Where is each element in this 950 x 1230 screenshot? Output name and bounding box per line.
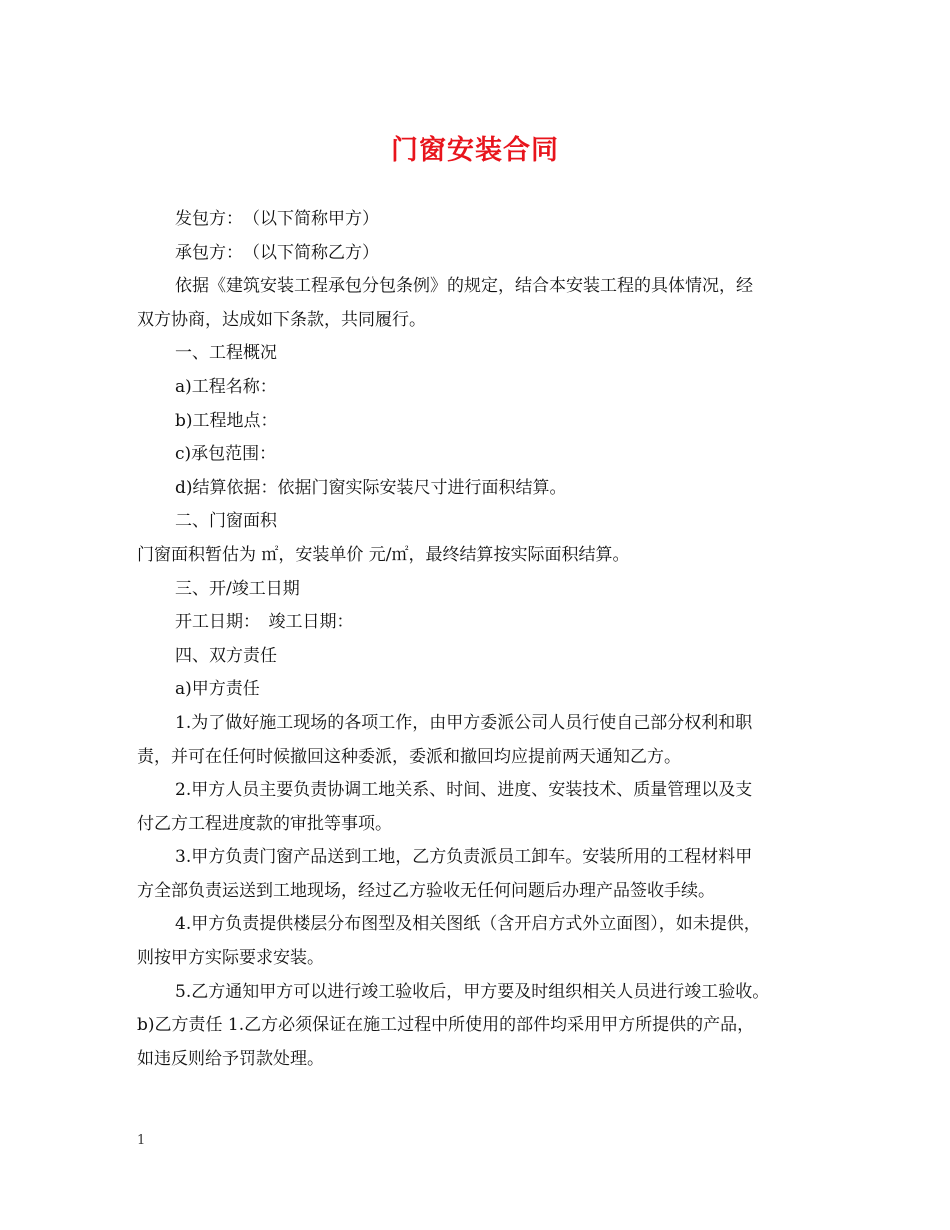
paragraph-line: 一、工程概况 [175,343,277,364]
paragraph-line: 1.为了做好施工现场的各项工作，由甲方委派公司人员行使自己部分权利和职 [175,712,753,733]
paragraph-line: 付乙方工程进度款的审批等事项。 [137,813,392,834]
paragraph-line: a)甲方责任 [175,679,260,700]
paragraph-line: 四、双方责任 [175,645,277,666]
paragraph-line: d)结算依据：依据门窗实际安装尺寸进行面积结算。 [175,477,567,498]
paragraph-line: b)乙方责任 1.乙方必须保证在施工过程中所使用的部件均采用甲方所提供的产品， [137,1015,755,1036]
document-body [137,203,833,1076]
paragraph-line: 如违反则给予罚款处理。 [137,1048,324,1069]
paragraph-line: 4.甲方负责提供楼层分布图型及相关图纸（含开启方式外立面图），如未提供， [175,914,761,935]
paragraph-line: 门窗面积暂估为 ㎡，安装单价 元/㎡，最终结算按实际面积结算。 [137,544,630,565]
paragraph-line: 双方协商，达成如下条款，共同履行。 [137,309,426,330]
paragraph-line: c)承包范围： [175,444,277,465]
paragraph-line: 3.甲方负责门窗产品送到工地，乙方负责派员工卸车。安装所用的工程材料甲 [175,847,753,868]
paragraph-line: 5.乙方通知甲方可以进行竣工验收后，甲方要及时组织相关人员进行竣工验收。 [175,981,770,1002]
paragraph-line: 则按甲方实际要求安装。 [137,948,324,969]
paragraph-line: 责，并可在任何时候撤回这种委派，委派和撤回均应提前两天通知乙方。 [137,746,681,767]
document-title: 门窗安装合同 [391,135,559,166]
page-number: 1 [137,1133,146,1148]
paragraph-line: 承包方： （以下简称乙方） [175,242,379,263]
paragraph-line: 方全部负责运送到工地现场，经过乙方验收无任何问题后办理产品签收手续。 [137,880,715,901]
paragraph-line: 三、开/竣工日期 [175,578,300,599]
paragraph-line: 依据《建筑安装工程承包分包条例》的规定，结合本安装工程的具体情况，经 [175,276,753,297]
paragraph-line: 2.甲方人员主要负责协调工地关系、时间、进度、安装技术、质量管理以及支 [175,780,753,801]
paragraph-line: 发包方： （以下简称甲方） [175,209,379,229]
paragraph-line: b)工程地点： [175,410,278,431]
paragraph-line: 开工日期： 竣工日期： [175,612,354,633]
paragraph-line: 二、门窗面积 [175,511,277,532]
paragraph-line: a)工程名称： [175,376,277,397]
